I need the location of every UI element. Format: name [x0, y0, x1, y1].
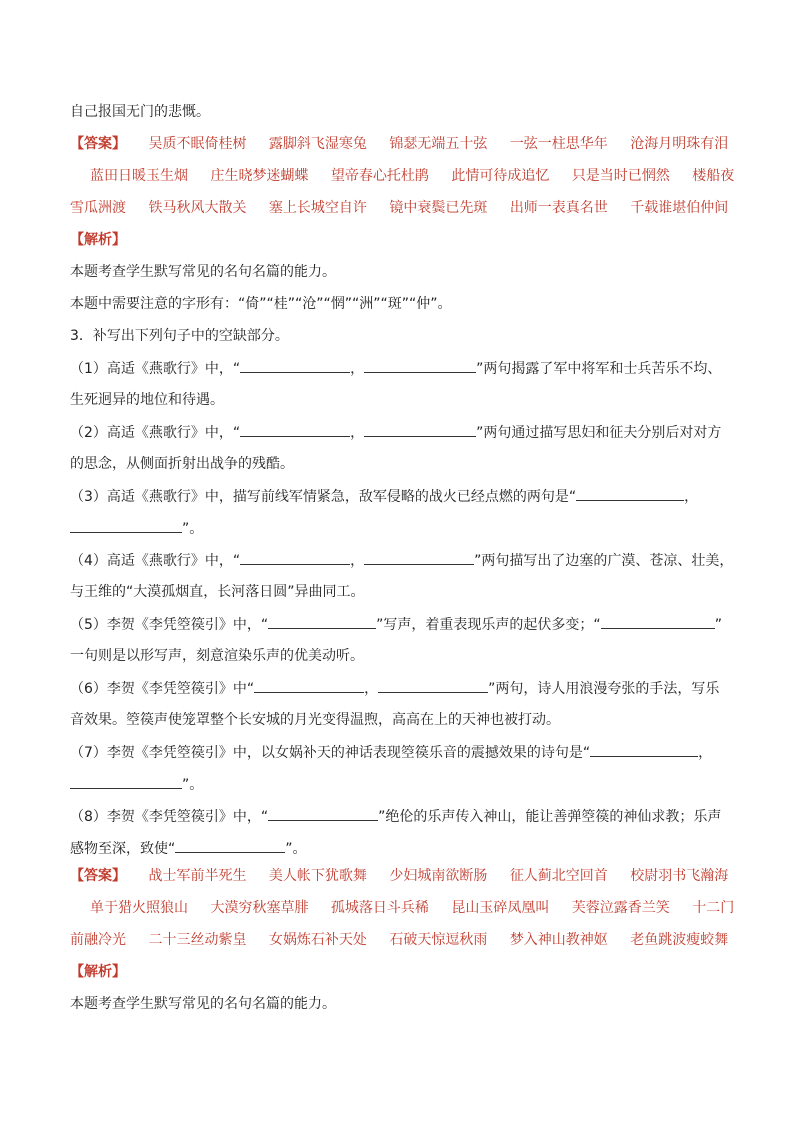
item-text: （5）李贺《李凭箜篌引》中，“ [70, 617, 269, 633]
question-title: 3．补写出下列句子中的空缺部分。 [70, 328, 289, 344]
fill-blank[interactable] [268, 614, 376, 629]
answer-item: 十二门 [692, 900, 735, 916]
analysis-text: 本题考查学生默写常见的名句名篇的能力。 [70, 996, 336, 1012]
item-text: ”两句通过描写思妇和征夫分别后对对方 [476, 425, 722, 441]
item-text: ， [364, 681, 379, 697]
item-text: （2）高适《燕歌行》中，“ [70, 425, 241, 441]
item-text: （8）李贺《李凭箜篌引》中，“ [70, 809, 269, 825]
fill-blank[interactable] [364, 550, 474, 565]
item-text: ， [684, 489, 699, 505]
answer-label: 【答案】 [70, 136, 126, 152]
question-item-3-cont [70, 518, 730, 539]
item-text: ”。 [182, 777, 204, 793]
item-text: ”两句揭露了军中将军和士兵苦乐不均、 [476, 361, 722, 377]
fill-blank[interactable] [70, 518, 182, 533]
question-item-3 [70, 486, 730, 507]
fill-blank[interactable] [240, 550, 350, 565]
q2-answer-row-1 [70, 134, 730, 154]
fill-blank[interactable] [601, 614, 715, 629]
answer-item: 露脚斜飞湿寒兔 [268, 136, 367, 152]
answer-item: 蓝田日暖玉生烟 [90, 168, 188, 184]
answer-item: 镜中衰鬓已先斑 [389, 200, 488, 216]
q3-answer-row-1 [70, 866, 730, 886]
question-item-7 [70, 742, 730, 763]
question-item-1 [70, 358, 730, 379]
fill-blank[interactable] [364, 422, 476, 437]
fill-blank[interactable] [175, 838, 285, 853]
answer-item: 昆山玉碎凤凰叫 [451, 900, 550, 916]
q2-answer-row-2 [70, 166, 750, 186]
item-text: ， [698, 745, 713, 761]
answer-label: 【答案】 [70, 868, 126, 884]
fill-blank[interactable] [378, 678, 488, 693]
analysis-label: 【解析】 [70, 232, 126, 248]
fill-blank[interactable] [576, 486, 684, 501]
fill-blank[interactable] [590, 742, 698, 757]
item-text: （1）高适《燕歌行》中，“ [70, 361, 241, 377]
analysis-text: 本题中需要注意的字形有：“倚”“桂”“沧”“惘”“洲”“斑”“仲”。 [70, 296, 452, 312]
answer-item: 只是当时已惘然 [571, 168, 670, 184]
answer-item: 庄生晓梦迷蝴蝶 [210, 168, 309, 184]
answer-item: 石破天惊逗秋雨 [389, 932, 488, 948]
answer-item: 塞上长城空自许 [268, 200, 367, 216]
answer-item: 征人蓟北空回首 [509, 868, 608, 884]
question-item-1-cont: 生死迥异的地位和待遇。 [70, 392, 224, 408]
item-text: ”。 [182, 521, 204, 537]
question-item-4-cont: 与王维的“大漠孤烟直，长河落日圆”异曲同工。 [70, 584, 365, 600]
fill-blank[interactable] [70, 774, 182, 789]
item-text: ， [350, 553, 365, 569]
question-item-8 [70, 806, 730, 827]
fill-blank[interactable] [364, 358, 476, 373]
answer-item: 望帝春心托杜鹃 [330, 168, 429, 184]
fill-blank[interactable] [240, 358, 350, 373]
answer-item: 老鱼跳波瘦蛟舞 [630, 932, 729, 948]
intro-tail: 自己报国无门的悲慨。 [70, 104, 210, 120]
answer-item: 美人帐下犹歌舞 [268, 868, 367, 884]
answer-item: 单于猎火照狼山 [90, 900, 188, 916]
answer-item: 吴质不眠倚桂树 [148, 136, 247, 152]
answer-item: 战士军前半死生 [148, 868, 247, 884]
answer-item: 千载谁堪伯仲间 [630, 200, 729, 216]
fill-blank[interactable] [254, 678, 364, 693]
question-item-6 [70, 678, 730, 699]
item-text: ”两句描写出了边塞的广漠、苍凉、壮美， [474, 553, 734, 569]
answer-item: 出师一表真名世 [509, 200, 608, 216]
question-item-2 [70, 422, 730, 443]
answer-item: 锦瑟无端五十弦 [389, 136, 488, 152]
item-text: ”两句，诗人用浪漫夸张的手法，写乐 [488, 681, 720, 697]
item-text: ”。 [285, 841, 307, 857]
item-text: （7）李贺《李凭箜篌引》中，以女娲补天的神话表现箜篌乐音的震撼效果的诗句是“ [70, 745, 591, 761]
item-text: ， [350, 361, 365, 377]
answer-item: 梦入神山教神妪 [509, 932, 608, 948]
fill-blank[interactable] [240, 422, 350, 437]
answer-item: 一弦一柱思华年 [509, 136, 608, 152]
item-text: （3）高适《燕歌行》中，描写前线军情紧急，敌军侵略的战火已经点燃的两句是“ [70, 489, 577, 505]
answer-item: 大漠穷秋塞草腓 [210, 900, 309, 916]
item-text: ， [350, 425, 365, 441]
q2-answer-row-3 [70, 198, 730, 218]
answer-item: 孤城落日斗兵稀 [330, 900, 429, 916]
answer-item: 前融冷光 [70, 932, 126, 948]
question-item-8-cont [70, 838, 730, 859]
answer-item: 雪瓜洲渡 [70, 200, 126, 216]
analysis-label: 【解析】 [70, 964, 126, 980]
item-text: ”写声，着重表现乐声的起伏多变；“ [376, 617, 601, 633]
question-item-2-cont: 的思念，从侧面折射出战争的残酷。 [70, 456, 294, 472]
answer-item: 楼船夜 [692, 168, 735, 184]
question-item-5 [70, 614, 730, 635]
answer-item: 沧海月明珠有泪 [630, 136, 729, 152]
answer-item: 少妇城南欲断肠 [389, 868, 488, 884]
item-text: ” [714, 617, 722, 633]
question-item-7-cont [70, 774, 730, 795]
question-item-4 [70, 550, 734, 571]
answer-item: 此情可待成追忆 [451, 168, 550, 184]
analysis-text: 本题考查学生默写常见的名句名篇的能力。 [70, 264, 336, 280]
item-text: （6）李贺《李凭箜篌引》中“ [70, 681, 255, 697]
item-text: 感物至深，致使“ [70, 841, 176, 857]
item-text: （4）高适《燕歌行》中，“ [70, 553, 241, 569]
question-item-5-cont: 一句则是以形写声，刻意渲染乐声的优美动听。 [70, 648, 364, 664]
fill-blank[interactable] [268, 806, 378, 821]
item-text: ”绝伦的乐声传入神山，能让善弹箜篌的神仙求教；乐声 [378, 809, 722, 825]
answer-item: 铁马秋风大散关 [148, 200, 247, 216]
answer-item: 芙蓉泣露香兰笑 [571, 900, 670, 916]
answer-item: 二十三丝动紫皇 [148, 932, 247, 948]
q3-answer-row-2 [70, 898, 750, 918]
q3-answer-row-3 [70, 930, 730, 950]
answer-item: 校尉羽书飞瀚海 [630, 868, 729, 884]
question-item-6-cont: 音效果。箜篌声使笼罩整个长安城的月光变得温煦，高高在上的天神也被打动。 [70, 712, 560, 728]
answer-item: 女娲炼石补天处 [268, 932, 367, 948]
